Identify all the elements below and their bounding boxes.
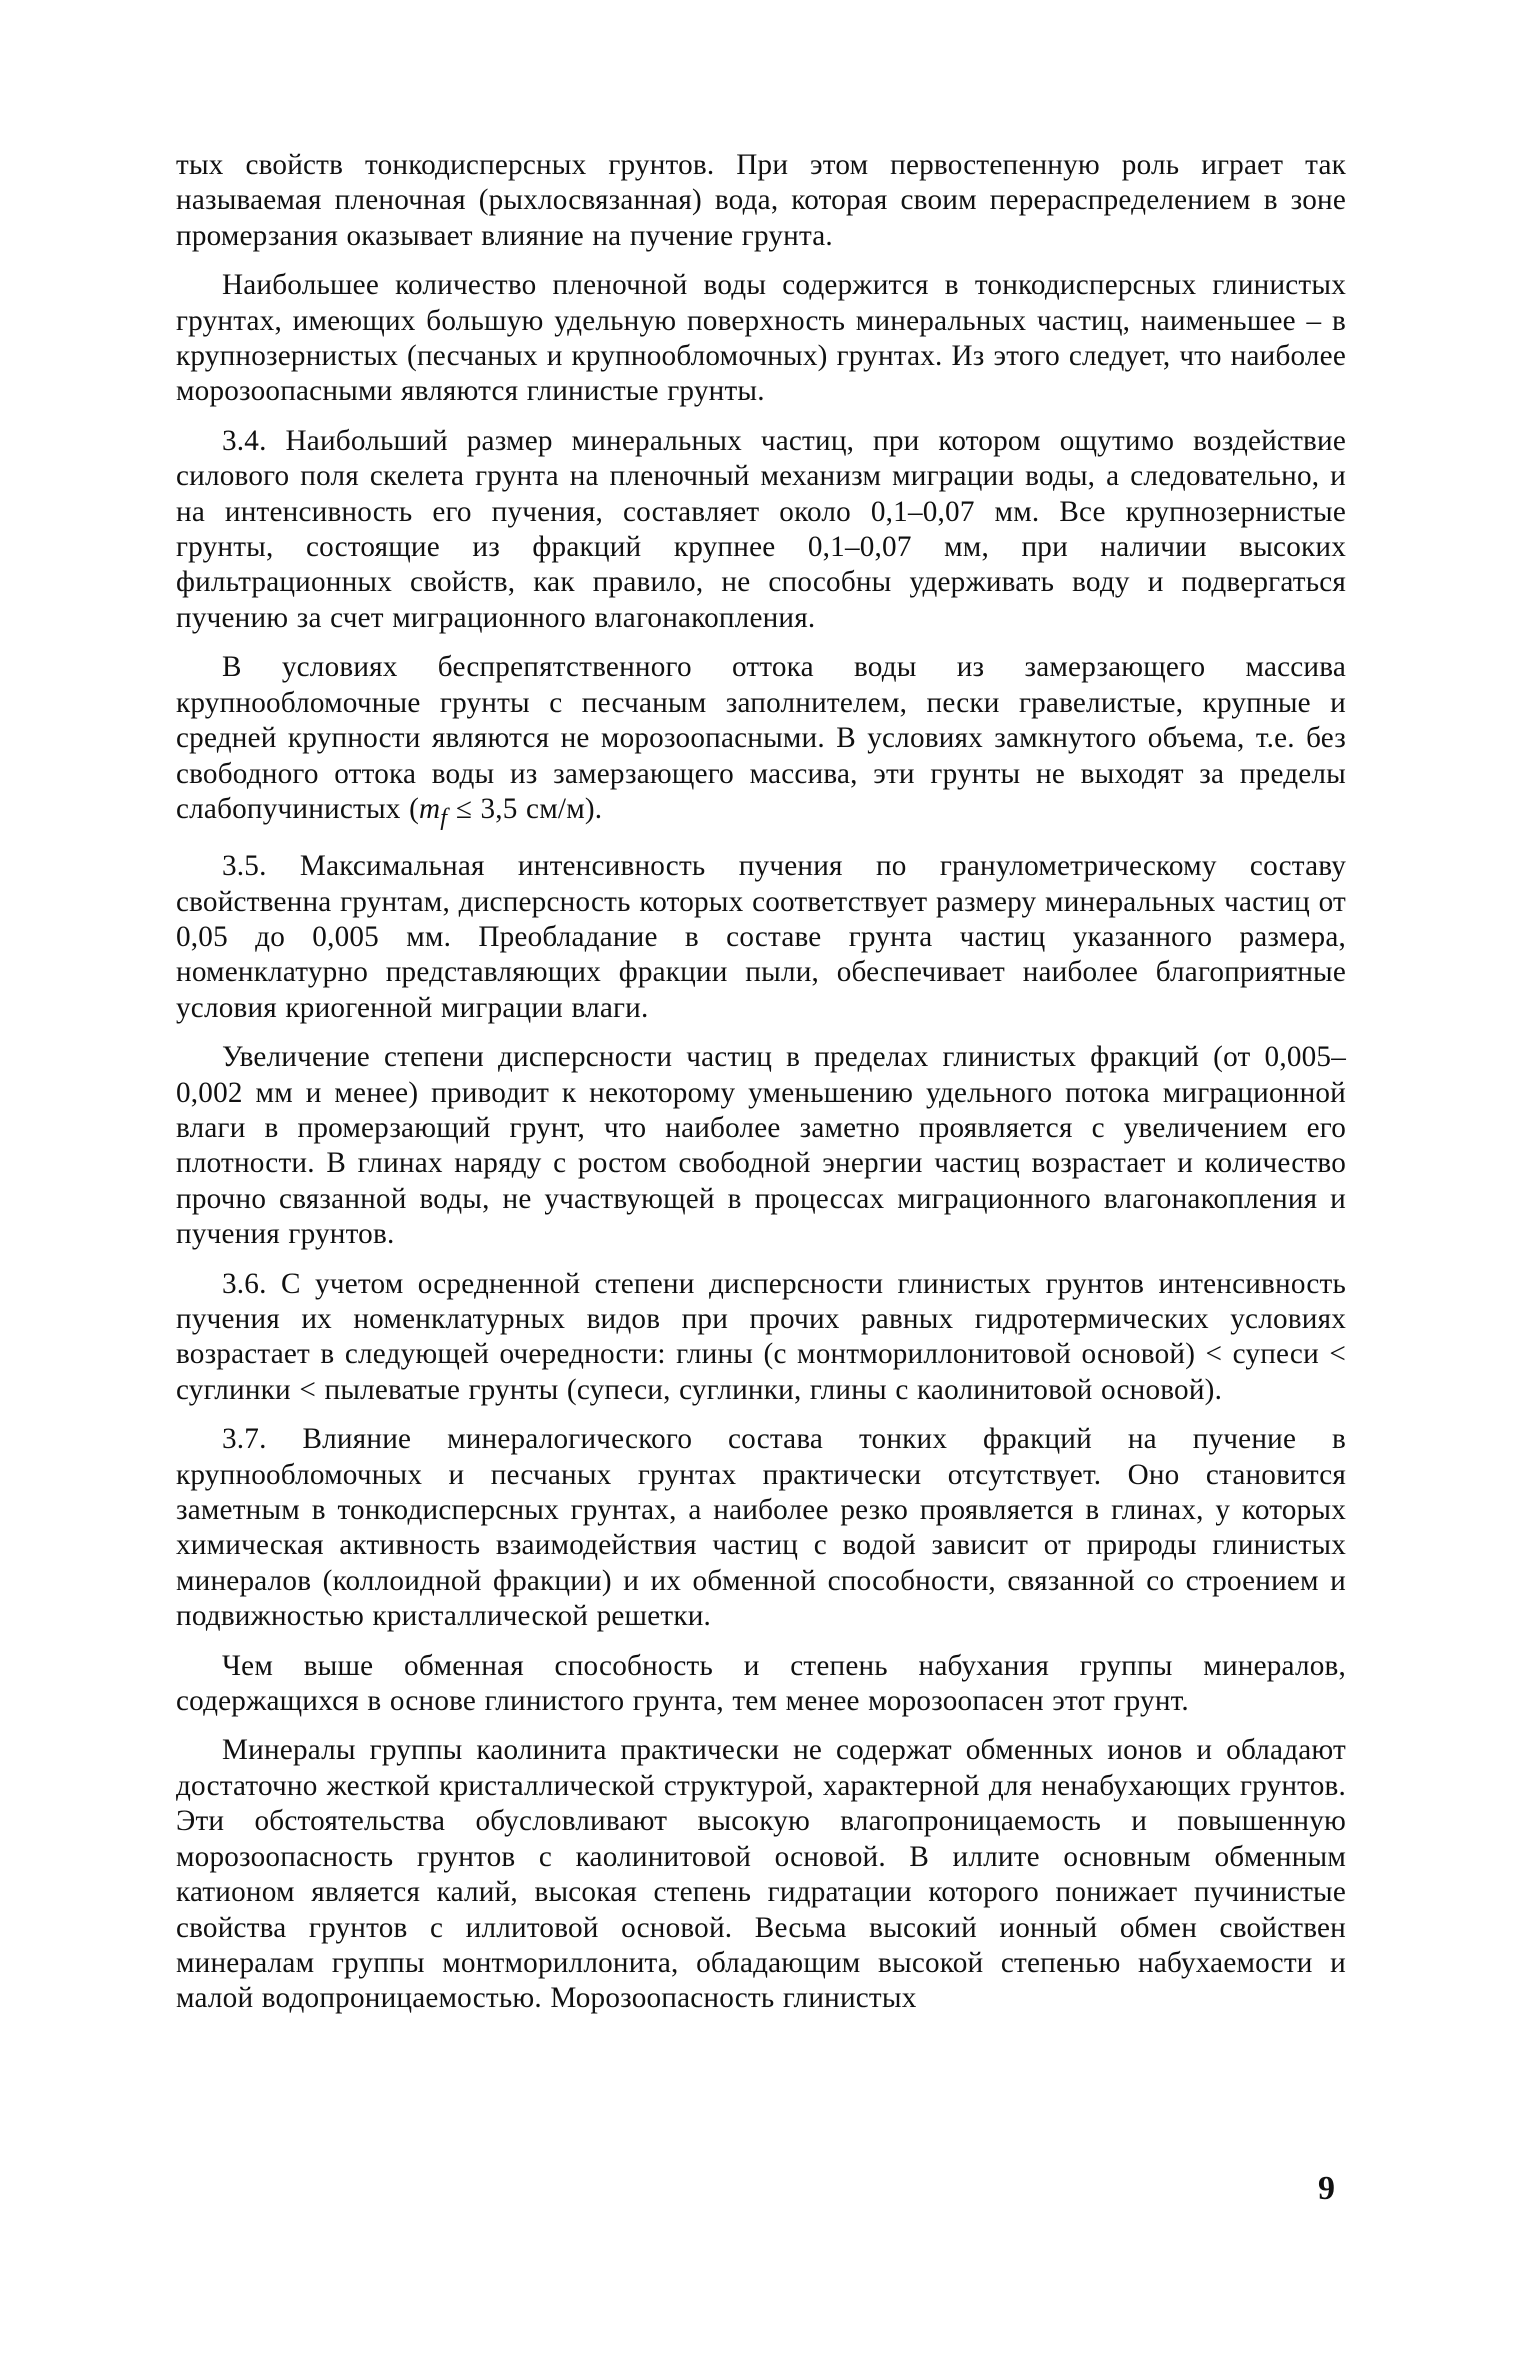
paragraph-text: В условиях беспрепятственного оттока воды из замерзающего массива крупнообломочные грунты с песчаным заполнителем, пески гравелистые, крупные и средней крупности являются не морозоопасными. В условиях замкнутого объема, т.е. без свободного оттока воды из замерзающего массива, эти грунты не выходят за пределы слабопучинистых ( <box>176 651 1346 825</box>
paragraph-section-3-6 <box>176 1267 1346 1409</box>
paragraph-exchange-capacity <box>176 1649 1346 1720</box>
paragraph-film-water <box>176 268 1346 410</box>
section-number: 3.7. <box>222 1423 267 1456</box>
paragraph-section-3-4 <box>176 424 1346 636</box>
paragraph-text: тых свойств тонкодисперсных грунтов. При этом первостепенную роль играет так называемая пленочная (рыхлосвязанная) вода, которая своим перераспределением в зоне промерзания оказывает влияние на пучение грунта. <box>176 149 1346 252</box>
paragraph-dispersity-increase <box>176 1040 1346 1252</box>
paragraph-unobstructed-outflow <box>176 650 1346 835</box>
paragraph-text: Наибольший размер минеральных частиц, при котором ощутимо воздействие силового поля скелета грунта на пленочный механизм миграции воды, а следовательно, и на интенсивность его пучения, составляет около 0,1–0,07 мм. Все крупнозернистые грунты, состоящие из фракций крупнее 0,1–0,07 мм, при наличии высоких фильтрационных свойств, как правило, не способны удерживать воду и подвергаться пучению за счет миграционного влагонакопления. <box>176 424 1347 634</box>
paragraph-text: Влияние минералогического состава тонких фракций на пучение в крупнообломочных и песчаных грунтах практически отсутствует. Оно становится заметным в тонкодисперсных грунтах, а наиболее резко проявляется в глинах, у которых химическая активность взаимодействия частиц с водой зависит от природы глинистых минералов (коллоидной фракции) и их обменной способности, связанной со строением и подвижностью кристаллической решетки. <box>176 1423 1347 1633</box>
paragraph-continuation <box>176 148 1346 254</box>
section-number: 3.5. <box>222 850 267 883</box>
paragraph-text: Максимальная интенсивность пучения по гранулометрическому составу свойственна грунтам, дисперсность которых соответствует размеру минеральных частиц от 0,05 до 0,005 мм. Преобладание в составе грунта частиц указанного размера, номенклатурно представляющих фракции пыли, обеспечивает наиболее благоприятные условия криогенной миграции влаги. <box>176 850 1346 1024</box>
paragraph-text: Чем выше обменная способность и степень набухания группы минералов, содержащихся в основе глинистого грунта, тем менее морозоопасен этот грунт. <box>176 1649 1346 1718</box>
paragraph-text: Наибольшее количество пленочной воды содержится в тонкодисперсных глинистых грунтах, имеющих большую удельную поверхность минеральных частиц, наименьшее – в крупнозернистых (песчаных и крупнообломочных) грунтах. Из этого следует, что наиболее морозоопасными являются глинистые грунты. <box>176 269 1346 408</box>
paragraph-text: Минералы группы каолинита практически не содержат обменных ионов и обладают достаточно жесткой кристаллической структурой, характерной для ненабухающих грунтов. Эти обстоятельства обусловливают высокую влагопроницаемость и повышенную морозоопасность грунтов с каолинитовой основой. В иллите основным обменным катионом является калий, высокая степень гидратации которого понижает пучинистые свойства грунтов с иллитовой основой. Весьма высокий ионный обмен свойствен минералам группы монтмориллонита, обладающим высокой степенью набухаемости и малой водопроницаемостью. Морозоопасность глинистых <box>176 1734 1346 2015</box>
math-symbol-m: m <box>419 792 441 825</box>
document-body <box>176 148 1346 2031</box>
paragraph-section-3-5 <box>176 849 1346 1026</box>
paragraph-kaolinite <box>176 1733 1346 2016</box>
section-number: 3.4. <box>222 424 267 457</box>
paragraph-tail: ≤ 3,5 см/м). <box>447 792 603 825</box>
section-number: 3.6. <box>222 1267 267 1300</box>
paragraph-text: Увеличение степени дисперсности частиц в пределах глинистых фракций (от 0,005–0,002 мм и менее) приводит к некоторому уменьшению удельного потока миграционной влаги в промерзающий грунт, что наиболее заметно проявляется с увеличением его плотности. В глинах наряду с ростом свободной энергии частиц возрастает и количество прочно связанной воды, не участвующей в процессах миграционного влагонакопления и пучения грунтов. <box>176 1041 1346 1251</box>
paragraph-section-3-7 <box>176 1422 1346 1634</box>
math-subscript-f: f <box>440 803 448 831</box>
paragraph-text: С учетом осредненной степени дисперсности глинистых грунтов интенсивность пучения их номенклатурных видов при прочих равных гидротермических условиях возрастает в следующей очередности: глины (с монтмориллонитовой основой) < супеси < суглинки < пылеватые грунты (супеси, суглинки, глины с каолинитовой основой). <box>176 1267 1346 1406</box>
page-number: 9 <box>1318 2170 1335 2207</box>
